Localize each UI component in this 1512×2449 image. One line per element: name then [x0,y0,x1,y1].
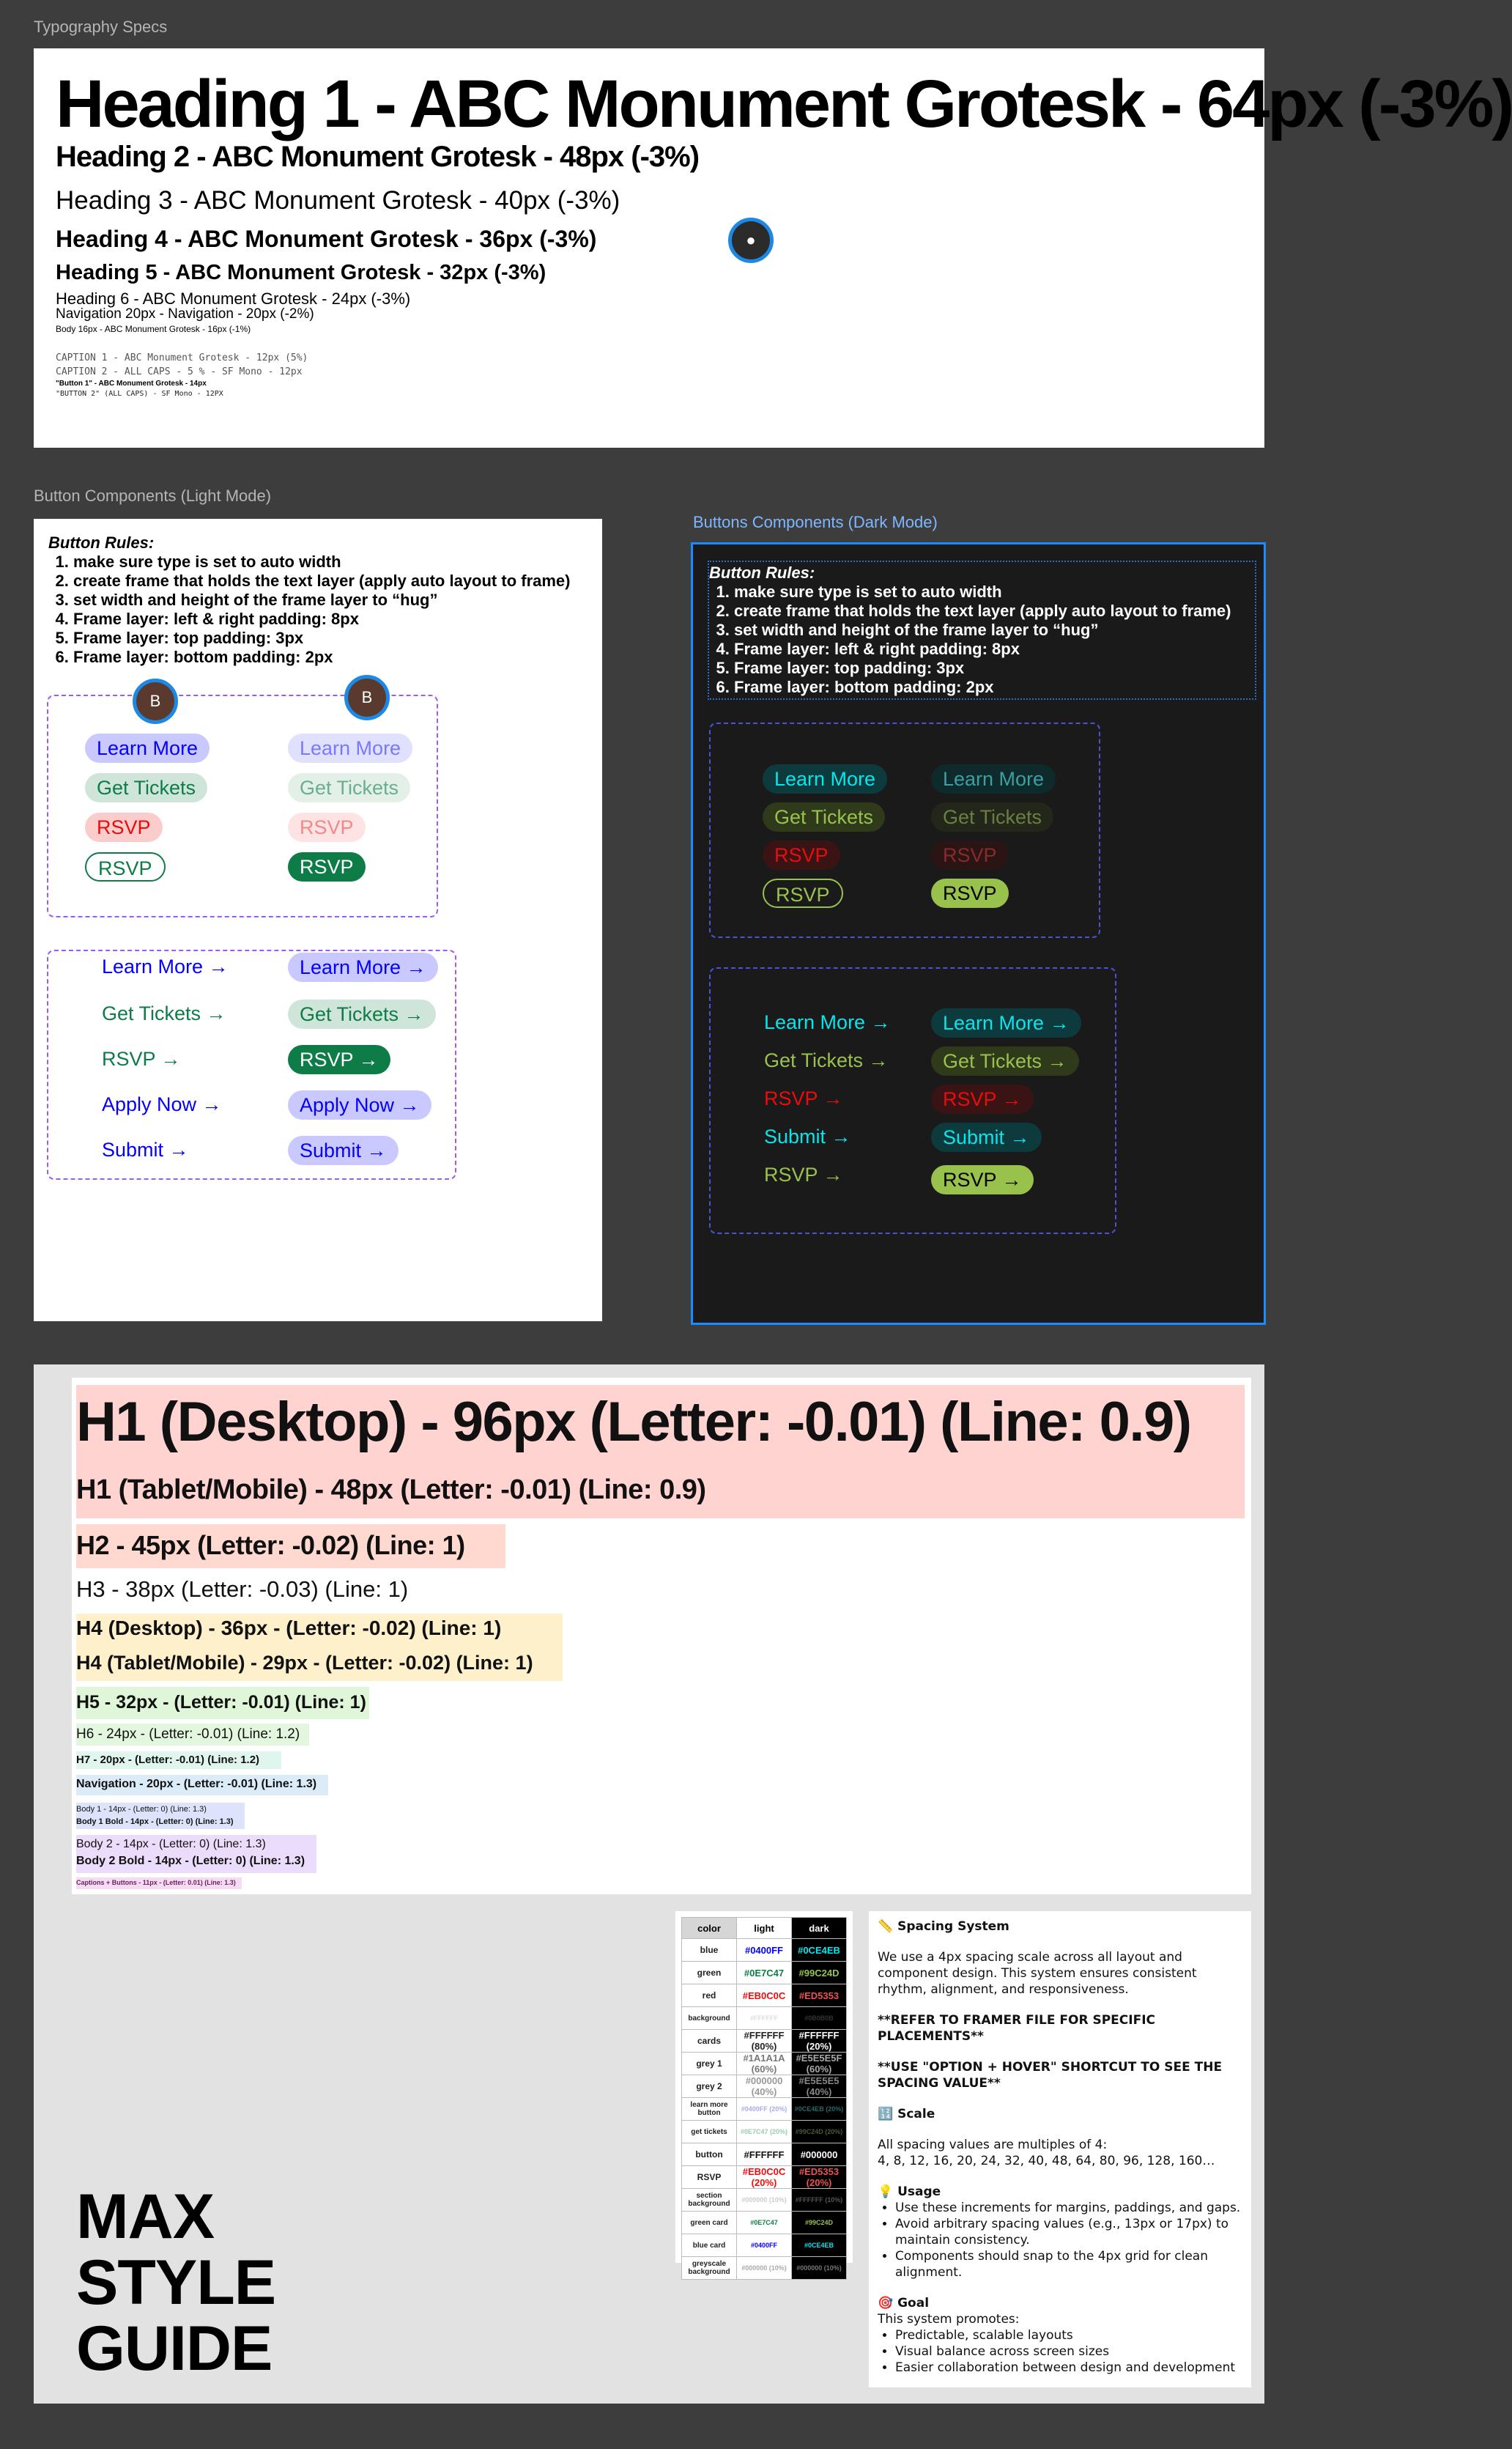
color-name-cell: green [682,1962,737,1984]
learn-more-link-dark[interactable]: Learn More → [764,1011,891,1033]
spec-heading-6: Heading 6 - ABC Monument Grotesk - 24px (-3%) [56,289,411,308]
dark-value-cell: #0B0B0B [792,2007,847,2030]
color-name-cell: RSVP [682,2166,737,2189]
light-value-cell: #FFFFFF [737,2007,792,2030]
light-value-cell: #FFFFFF (80%) [737,2030,792,2053]
rsvp-arrow-button-dark-green[interactable]: RSVP → [931,1165,1034,1194]
type-scale-captions: Captions + Buttons - 11px - (Letter: 0.01) (Line: 1.3) [76,1879,236,1886]
goal-title: Goal [897,2296,930,2311]
type-scale-h2: H2 - 45px (Letter: -0.02) (Line: 1) [76,1530,465,1560]
light-value-cell: #1A1A1A (60%) [737,2053,792,2075]
color-table-row [682,1962,847,1984]
color-table-row [682,2166,847,2189]
button-rule: 3. set width and height of the frame layer to “hug” [734,621,1255,640]
color-table-row [682,1939,847,1962]
brand-title-line: GUIDE [76,2313,273,2384]
spec-navigation: Navigation 20px - Navigation - 20px (-2%) [56,306,314,322]
rsvp-outline-button[interactable]: RSVP [85,852,166,882]
color-name-cell: green card [682,2212,737,2234]
goal-intro: This system promotes: [878,2312,1020,2327]
rsvp-button-dark[interactable]: RSVP [763,841,840,870]
spec-heading-2: Heading 2 - ABC Monument Grotesk - 48px (-3%) [56,141,700,173]
button-rule: 4. Frame layer: left & right padding: 8px [734,640,1255,659]
spec-heading-3: Heading 3 - ABC Monument Grotesk - 40px (-3%) [56,186,620,215]
color-table-row [682,2121,847,2143]
rsvp-link-dark[interactable]: RSVP → [764,1087,843,1109]
buttons-dark-panel [691,542,1266,1325]
color-table-row [682,2053,847,2075]
spacing-card [869,1911,1251,2387]
rsvp-filled-button[interactable]: RSVP [288,852,366,882]
buttons-light-panel [34,519,602,1321]
button-rule: 5. Frame layer: top padding: 3px [73,629,571,648]
spacing-refer: **REFER TO FRAMER FILE FOR SPECIFIC PLACEMENTS** [878,2013,1155,2044]
usage-item: • Use these increments for margins, paddings, and gaps. [895,2200,1244,2216]
button-variants-frame [47,695,438,917]
color-table-row [682,2212,847,2234]
spec-caption-2: CAPTION 2 - ALL CAPS - 5 % - SF Mono - 12px [56,366,303,377]
color-table-header: light [737,1918,792,1939]
brand-title-line: MAX [76,2182,215,2252]
dark-value-cell: #000000 [792,2143,847,2166]
type-scale-body-2: Body 2 - 14px - (Letter: 0) (Line: 1.3) [76,1838,266,1850]
submit-link[interactable]: Submit → [102,1139,189,1161]
spec-button-2: "BUTTON 2" (ALL CAPS) - SF Mono - 12PX [56,390,223,398]
spec-body: Body 16px - ABC Monument Grotesk - 16px (-1%) [56,324,251,334]
button-rule: 1. make sure type is set to auto width [73,553,571,572]
goal-item: • Predictable, scalable layouts [895,2327,1244,2343]
spec-heading-1: Heading 1 - ABC Monument Grotesk - 64px (-3%) [56,67,1512,141]
brand-title [76,2184,275,2382]
user-avatar[interactable] [344,675,390,720]
rsvp-button[interactable]: RSVP [85,813,163,842]
light-value-cell: #EB0C0C [737,1984,792,2007]
button-rule: 2. create frame that holds the text layer (apply auto layout to frame) [734,602,1255,621]
scale-title: Scale [897,2107,935,2121]
light-value-cell: #0E7C47 [737,1962,792,1984]
spacing-shortcut: **USE "OPTION + HOVER" SHORTCUT TO SEE THE SPACING VALUE** [878,2060,1223,2091]
lightbulb-icon: 💡 [878,2184,894,2199]
get-tickets-button-hover[interactable]: Get Tickets [288,773,410,802]
typography-specs-panel [34,48,1512,448]
color-name-cell: red [682,1984,737,2007]
light-value-cell: #0400FF [737,1939,792,1962]
button-rule: 6. Frame layer: bottom padding: 2px [734,678,1255,697]
color-name-cell: blue [682,1939,737,1962]
color-table-row [682,2143,847,2166]
light-value-cell: #0400FF [737,2234,792,2257]
dark-value-cell: #99C24D [792,1962,847,1984]
color-name-cell: greyscale background [682,2257,737,2280]
color-name-cell: learn more button [682,2098,737,2121]
learn-more-button-hover[interactable]: Learn More [288,734,412,763]
type-scale-h3: H3 - 38px (Letter: -0.03) (Line: 1) [76,1576,409,1602]
rsvp-arrow-button[interactable]: RSVP → [288,1045,390,1074]
get-tickets-arrow-button[interactable]: Get Tickets → [288,1000,436,1029]
get-tickets-link[interactable]: Get Tickets → [102,1002,226,1024]
dark-value-cell: #FFFFFF (20%) [792,2030,847,2053]
learn-more-button-dark[interactable]: Learn More [763,764,887,794]
color-table-row [682,2189,847,2212]
type-scale-h1-tablet: H1 (Tablet/Mobile) - 48px (Letter: -0.01) (Line: 0.9) [76,1474,706,1505]
brand-title-line: STYLE [76,2247,276,2318]
learn-more-button-dark-hover[interactable]: Learn More [931,764,1056,794]
spacing-content [878,1918,1244,2376]
dark-value-cell: #99C24D [792,2212,847,2234]
light-value-cell: #000000 (10%) [737,2257,792,2280]
user-avatar[interactable] [133,679,178,724]
frame-label-typography-specs: Typography Specs [34,18,168,36]
collaborator-avatar[interactable] [728,218,774,263]
spec-button-1: "Button 1" - ABC Monument Grotesk - 14px [56,380,207,388]
dark-value-cell: #0CE4EB [792,1939,847,1962]
dark-value-cell: #ED5353 [792,1984,847,2007]
color-name-cell: cards [682,2030,737,2053]
usage-title: Usage [897,2184,941,2199]
type-scale-h5: H5 - 32px - (Letter: -0.01) (Line: 1) [76,1692,366,1713]
color-table-row [682,2257,847,2280]
color-table [681,1917,847,2280]
color-table-header: color [682,1918,737,1939]
button-rule: 6. Frame layer: bottom padding: 2px [73,648,571,667]
color-name-cell: grey 1 [682,2053,737,2075]
learn-more-arrow-button[interactable]: Learn More → [288,953,438,982]
type-scale-navigation: Navigation - 20px - (Letter: -0.01) (Line: 1.3) [76,1778,317,1790]
usage-item: • Components should snap to the 4px grid for clean alignment. [895,2248,1244,2280]
button-rule: 2. create frame that holds the text layer (apply auto layout to frame) [73,572,571,591]
submit-arrow-button[interactable]: Submit → [288,1136,399,1165]
submit-arrow-button-dark[interactable]: Submit → [931,1123,1042,1152]
submit-link-dark[interactable]: Submit → [764,1126,851,1148]
rsvp-button-dark-hover[interactable]: RSVP [931,841,1009,870]
get-tickets-arrow-button-dark[interactable]: Get Tickets → [931,1046,1079,1076]
spec-caption-1: CAPTION 1 - ABC Monument Grotesk - 12px (5%) [56,352,308,363]
get-tickets-link-dark[interactable]: Get Tickets → [764,1049,889,1071]
learn-more-arrow-button-dark[interactable]: Learn More → [931,1008,1081,1038]
avatar-photo-icon: ● [732,221,770,259]
type-scale-h1-desktop: H1 (Desktop) - 96px (Letter: -0.01) (Line: 0.9) [76,1391,1191,1453]
scale-values: 4, 8, 12, 16, 20, 24, 32, 40, 48, 64, 80, 96, 128, 160… [878,2154,1215,2168]
type-scale-body-2-bold: Body 2 Bold - 14px - (Letter: 0) (Line: 1.3) [76,1855,305,1867]
dark-value-cell: #000000 (10%) [792,2257,847,2280]
light-value-cell: #000000 (10%) [737,2189,792,2212]
dark-value-cell: #ED5353 (20%) [792,2166,847,2189]
type-scale-h7: H7 - 20px - (Letter: -0.01) (Line: 1.2) [76,1754,260,1766]
light-value-cell: #000000 (40%) [737,2075,792,2098]
apply-now-link[interactable]: Apply Now → [102,1093,222,1115]
rsvp-link[interactable]: RSVP → [102,1048,181,1070]
spec-heading-5: Heading 5 - ABC Monument Grotesk - 32px (-3%) [56,261,546,284]
scale-intro: All spacing values are multiples of 4: [878,2138,1108,2152]
button-rule: 4. Frame layer: left & right padding: 8px [73,610,571,629]
dark-value-cell: #0CE4EB [792,2234,847,2257]
dark-value-cell: #0CE4EB (20%) [792,2098,847,2121]
ruler-icon: 📏 [878,1919,894,1934]
color-name-cell: grey 2 [682,2075,737,2098]
learn-more-link[interactable]: Learn More → [102,956,229,978]
rsvp-button-hover[interactable]: RSVP [288,813,366,842]
avatar-initial: B [348,679,386,717]
usage-item: • Avoid arbitrary spacing values (e.g., 13px or 17px) to maintain consistency. [895,2216,1244,2248]
dark-value-cell: #E5E5E5 (40%) [792,2075,847,2098]
light-value-cell: #0400FF (20%) [737,2098,792,2121]
button-rule: 3. set width and height of the frame layer to “hug” [73,591,571,610]
frame-label-buttons-light: Button Components (Light Mode) [34,487,272,505]
button-rules-dark [708,561,1256,700]
color-name-cell: section background [682,2189,737,2212]
color-name-cell: get tickets [682,2121,737,2143]
button-rule: 5. Frame layer: top padding: 3px [734,659,1255,678]
type-scale-h6: H6 - 24px - (Letter: -0.01) (Line: 1.2) [76,1726,300,1742]
button-rule: 1. make sure type is set to auto width [734,583,1255,602]
spacing-title: Spacing System [897,1919,1009,1934]
dark-value-cell: #FFFFFF (10%) [792,2189,847,2212]
rsvp-link-dark-green[interactable]: RSVP → [764,1164,843,1186]
light-value-cell: #0E7C47 (20%) [737,2121,792,2143]
color-table-card [675,1911,853,2276]
type-scale-body-1-bold: Body 1 Bold - 14px - (Letter: 0) (Line: 1.3) [76,1817,234,1826]
color-table-header: dark [792,1918,847,1939]
rsvp-arrow-button-dark[interactable]: RSVP → [931,1085,1034,1114]
light-value-cell: #FFFFFF [737,2143,792,2166]
goal-item: • Easier collaboration between design and development [895,2360,1244,2376]
rsvp-outline-button-dark[interactable]: RSVP [763,879,843,908]
light-value-cell: #0E7C47 [737,2212,792,2234]
light-value-cell: #EB0C0C (20%) [737,2166,792,2189]
avatar-initial: B [136,682,174,720]
type-scale-h4-tablet: H4 (Tablet/Mobile) - 29px - (Letter: -0.02) (Line: 1) [76,1652,533,1674]
color-table-row [682,2098,847,2121]
get-tickets-button-dark-hover[interactable]: Get Tickets [931,802,1053,832]
color-name-cell: blue card [682,2234,737,2257]
target-icon: 🎯 [878,2296,894,2311]
apply-now-arrow-button[interactable]: Apply Now → [288,1090,431,1120]
color-table-row [682,2075,847,2098]
color-table-row [682,2007,847,2030]
get-tickets-button-dark[interactable]: Get Tickets [763,802,885,832]
rsvp-filled-button-dark[interactable]: RSVP [931,879,1009,908]
spec-heading-4: Heading 4 - ABC Monument Grotesk - 36px (-3%) [56,226,597,252]
numbers-icon: 🔢 [878,2107,894,2121]
dark-value-cell: #99C24D (20%) [792,2121,847,2143]
color-table-row [682,1984,847,2007]
dark-value-cell: #E5E5E5F (60%) [792,2053,847,2075]
spacing-intro: We use a 4px spacing scale across all layout and component design. This system ensures consistent rhythm, alignment, and responsiveness. [878,1950,1197,1997]
color-table-row [682,2234,847,2257]
color-name-cell: button [682,2143,737,2166]
button-rules-title: Button Rules: [709,564,815,582]
get-tickets-button[interactable]: Get Tickets [85,773,207,802]
goal-item: • Visual balance across screen sizes [895,2343,1244,2360]
frame-label-buttons-dark: Buttons Components (Dark Mode) [693,513,938,531]
type-scale-body-1: Body 1 - 14px - (Letter: 0) (Line: 1.3) [76,1805,207,1814]
type-scale-h4-desktop: H4 (Desktop) - 36px - (Letter: -0.02) (Line: 1) [76,1617,502,1639]
button-rules-light [48,533,571,667]
learn-more-button[interactable]: Learn More [85,734,210,763]
color-name-cell: background [682,2007,737,2030]
button-rules-title: Button Rules: [48,533,155,552]
color-table-row [682,2030,847,2053]
